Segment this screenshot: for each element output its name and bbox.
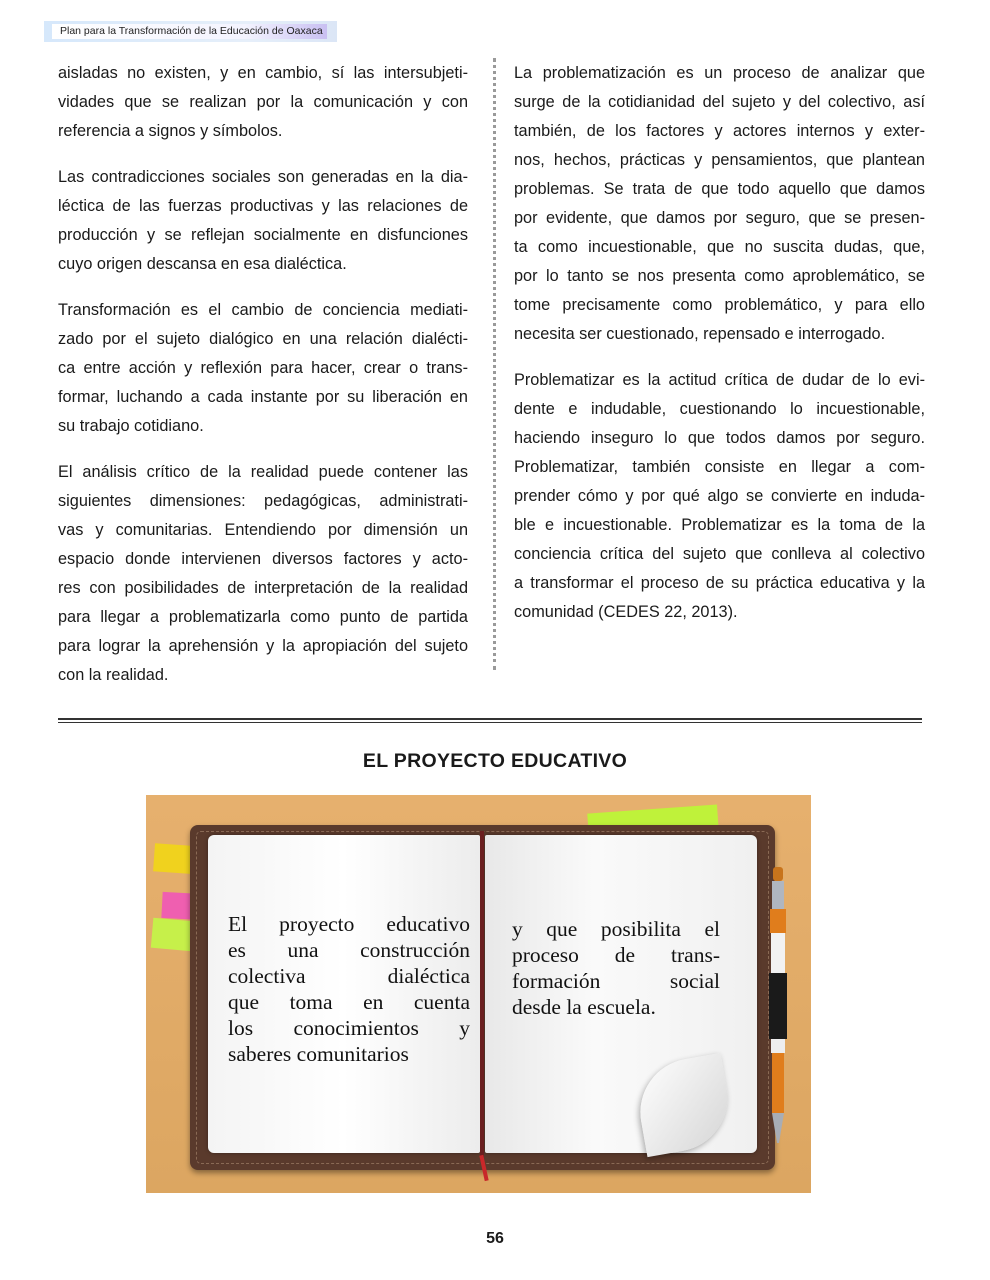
- text-line: también, de los factores y actores internos y exter-: [514, 122, 925, 140]
- pen-icon: [766, 867, 790, 1147]
- text-line: Transformación es el cambio de conciencia mediati-: [58, 301, 468, 319]
- book-text-line: colectiva dialéctica: [228, 964, 470, 988]
- text-line: dente e indudable, cuestionando lo incuestionable,: [514, 400, 925, 418]
- text-line: comunidad (CEDES 22, 2013).: [514, 603, 738, 621]
- text-line: res con posibilidades de interpretación de la realidad: [58, 579, 468, 597]
- column-divider: [493, 58, 496, 670]
- text-line: La problematización es un proceso de analizar que: [514, 64, 925, 82]
- text-line: conciencia crítica del sujeto que conlleva al colectivo: [514, 545, 925, 563]
- text-line: a transformar el proceso de su práctica educativa y la: [514, 574, 925, 592]
- page-number: 56: [486, 1230, 504, 1247]
- text-line: problemas. Se trata de que todo aquello que damos: [514, 180, 925, 198]
- book-text-line: saberes comunitarios: [228, 1042, 409, 1066]
- book-right-text: [512, 916, 720, 1020]
- text-line: para llegar a problematizarla como punto de partida: [58, 608, 468, 626]
- book-text-line: El proyecto educativo: [228, 912, 470, 936]
- section-title: EL PROYECTO EDUCATIVO: [362, 750, 628, 772]
- running-header: [44, 21, 337, 42]
- text-line: tome precisamente como problemático, y para ello: [514, 296, 925, 314]
- text-line: necesita ser cuestionado, repensado e interrogado.: [514, 325, 886, 343]
- book-text-line: y que posibilita el: [512, 917, 720, 941]
- text-line: nos, hechos, prácticas y pensamientos, que plantean: [514, 151, 925, 169]
- text-line: vidades que se realizan por la comunicación y con: [58, 93, 468, 111]
- header-title: Plan para la Transformación de la Educación de Oaxaca: [52, 24, 327, 39]
- text-line: siguientes dimensiones: pedagógicas, administrati-: [58, 492, 468, 510]
- text-line: zado por el sujeto dialógico en una relación dialécti-: [58, 330, 468, 348]
- book-text-line: que toma en cuenta: [228, 990, 470, 1014]
- section-rule-top: [58, 718, 922, 720]
- right-column: [514, 59, 925, 644]
- paragraph: [58, 458, 468, 690]
- paragraph: [514, 366, 925, 627]
- text-line: su trabajo cotidiano.: [58, 417, 204, 435]
- book-text-line: proceso de trans-: [512, 943, 720, 967]
- text-line: ca entre acción y reflexión para hacer, crear o trans-: [58, 359, 468, 377]
- book-spine: [480, 831, 484, 1161]
- text-line: aisladas no existen, y en cambio, sí las intersubjeti-: [58, 64, 468, 82]
- book-text-line: formación social: [512, 969, 720, 993]
- text-line: surge de la cotidianidad del sujeto y del colectivo, así: [514, 93, 925, 111]
- text-line: producción y se reflejan socialmente en disfunciones: [58, 226, 468, 244]
- book-text-line: es una construcción: [228, 938, 470, 962]
- text-line: Problematizar es la actitud crítica de dudar de lo evi-: [514, 371, 925, 389]
- text-line: haciendo inseguro lo que todos damos por seguro.: [514, 429, 925, 447]
- paragraph: [58, 59, 468, 146]
- text-line: ta como incuestionable, que no suscita dudas, que,: [514, 238, 925, 256]
- text-line: por lo tanto se nos presenta como aproblemático, se: [514, 267, 925, 285]
- text-line: espacio donde intervienen diversos factores y acto-: [58, 550, 468, 568]
- text-line: prender cómo y por qué algo se convierte en induda-: [514, 487, 925, 505]
- text-line: referencia a signos y símbolos.: [58, 122, 283, 140]
- book-text-line: los conocimientos y: [228, 1016, 470, 1040]
- text-line: vas y comunitarias. Entendiendo por dimensión un: [58, 521, 468, 539]
- text-line: El análisis crítico de la realidad puede contener las: [58, 463, 468, 481]
- book-text-line: desde la escuela.: [512, 995, 656, 1019]
- left-column: [58, 59, 468, 707]
- paragraph: [58, 163, 468, 279]
- book-left-text: [228, 911, 470, 1067]
- text-line: cuyo origen descansa en esa dialéctica.: [58, 255, 347, 273]
- open-book-illustration: [146, 795, 811, 1193]
- text-line: ble e incuestionable. Problematizar es la toma de la: [514, 516, 925, 534]
- paragraph: [514, 59, 925, 349]
- text-line: léctica de las fuerzas productivas y las relaciones de: [58, 197, 468, 215]
- text-line: formar, luchando a cada instante por su liberación en: [58, 388, 468, 406]
- text-line: Problematizar, también consiste en llegar a com-: [514, 458, 925, 476]
- paragraph: [58, 296, 468, 441]
- section-rule-bottom: [58, 722, 922, 723]
- text-line: por evidente, que damos por seguro, que se presen-: [514, 209, 925, 227]
- text-line: con la realidad.: [58, 666, 169, 684]
- text-line: para lograr la aprehensión y la apropiación del sujeto: [58, 637, 468, 655]
- text-line: Las contradicciones sociales son generadas en la dia-: [58, 168, 468, 186]
